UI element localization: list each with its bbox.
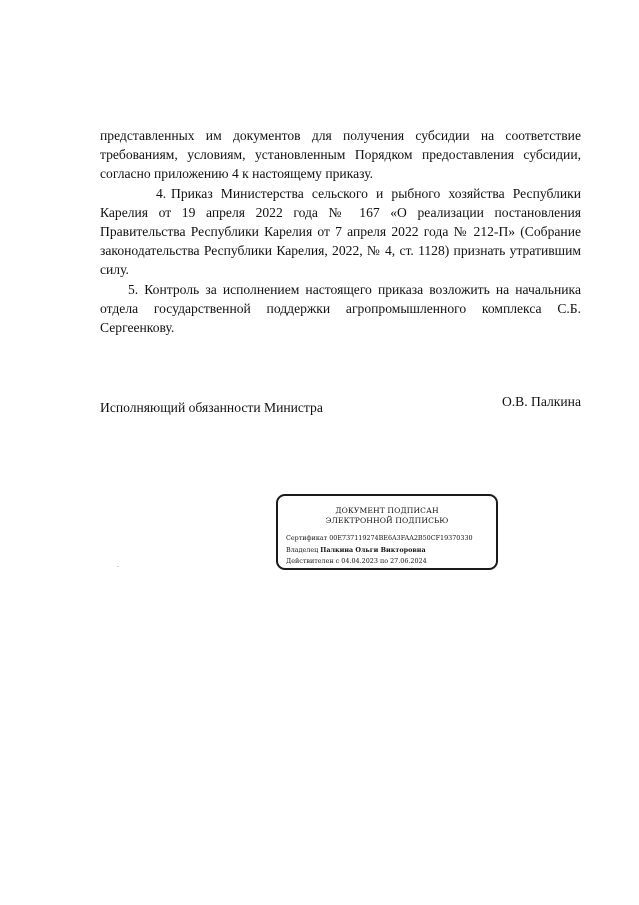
- paragraph-item-4: [100, 184, 581, 280]
- stamp-owner-row: [286, 546, 426, 555]
- stamp-title-line-2: ЭЛЕКТРОННОЙ ПОДПИСЬЮ: [325, 516, 449, 525]
- paragraph-item-5-text: 5. Контроль за исполнением настоящего приказа возложить на начальника отдела государственной поддержки агропромышленного комплекса С.Б. Сергеенкову.: [100, 281, 581, 336]
- stamp-valid-to-label: по: [379, 557, 389, 565]
- stamp-owner-value: Палкина Ольги Викторовна: [320, 546, 426, 554]
- stamp-validity-row: [286, 557, 427, 566]
- paragraph-item-5: [100, 280, 581, 338]
- document-body: [100, 126, 581, 337]
- paragraph-requirements-text: представленных им документов для получения субсидии на соответствие требованиям, условиям, установленным Порядком предоставления субсидии, согласно приложению 4 к настоящему приказу.: [100, 128, 581, 182]
- stamp-certificate-label: Сертификат: [286, 534, 328, 542]
- stamp-certificate-value: 00E737119274BE6A3FAA2B50CF19370330: [329, 534, 473, 542]
- paragraph-item-4-text: Приказ Министерства сельского и рыбного хозяйства Республики Карелия от 19 апреля 2022 года № 167 «О реализации постановления Правительства Республики Карелия от 7 апреля 2022 года № 212-П» (Собрание законодательства Республики Карелия, 2022, № 4, ст. 1128) признать утратившим силу.: [100, 185, 581, 278]
- stamp-valid-to: 27.06.2024: [390, 557, 427, 565]
- paragraph-requirements: [100, 126, 581, 184]
- stamp-valid-from: 04.04.2023: [341, 557, 378, 565]
- stamp-owner-label: Владелец: [286, 546, 319, 554]
- stamp-title-line-1: ДОКУМЕНТ ПОДПИСАН: [335, 506, 439, 515]
- scan-speck: [117, 566, 119, 567]
- stamp-certificate-row: [286, 534, 473, 543]
- stamp-valid-label: Действителен с: [286, 557, 340, 565]
- signatory-name: О.В. Палкина: [501, 394, 581, 409]
- signatory-role: Исполняющий обязанности Министра: [100, 400, 323, 415]
- paragraph-item-4-number: 4.: [156, 185, 167, 201]
- electronic-signature-stamp: [276, 494, 498, 570]
